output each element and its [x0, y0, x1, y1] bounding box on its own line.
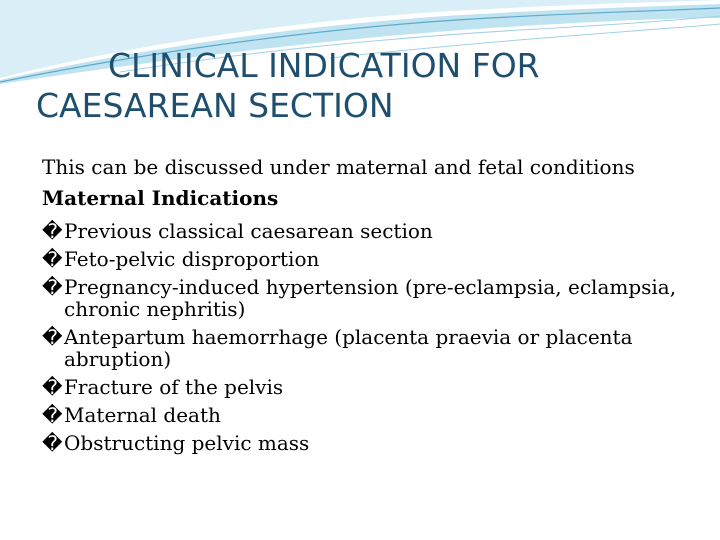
bullet-marker-icon: � — [42, 403, 63, 427]
list-item-text: Previous classical caesarean section — [64, 219, 433, 243]
slide-title-line-1: CLINICAL INDICATION FOR — [108, 46, 540, 85]
bullet-marker-icon: � — [42, 275, 63, 299]
bullet-marker-icon: � — [42, 375, 63, 399]
slide-body — [42, 152, 682, 457]
list-item-text: Pregnancy-induced hypertension (pre-eclampsia, eclampsia, chronic nephritis) — [64, 275, 677, 321]
bullet-marker-icon: � — [42, 325, 63, 349]
list-item — [42, 276, 682, 320]
bullet-marker-icon: � — [42, 219, 63, 243]
slide-title — [36, 46, 676, 126]
list-item-text: Fracture of the pelvis — [64, 375, 284, 399]
list-item — [42, 326, 682, 370]
bullet-marker-icon: � — [42, 247, 63, 271]
list-item — [42, 220, 682, 242]
list-item — [42, 432, 682, 454]
slide-title-line-2: CAESAREAN SECTION — [36, 86, 394, 125]
list-item-text: Antepartum haemorrhage (placenta praevia or placenta abruption) — [64, 325, 633, 371]
section-heading: Maternal Indications — [42, 186, 279, 210]
list-item — [42, 248, 682, 270]
indication-list — [42, 220, 682, 454]
list-item-text: Obstructing pelvic mass — [64, 431, 310, 455]
intro-text: This can be discussed under maternal and fetal conditions — [42, 155, 635, 179]
list-item-text: Maternal death — [64, 403, 221, 427]
list-item-text: Feto-pelvic disproportion — [64, 247, 320, 271]
bullet-marker-icon: � — [42, 431, 63, 455]
list-item — [42, 404, 682, 426]
list-item — [42, 376, 682, 398]
